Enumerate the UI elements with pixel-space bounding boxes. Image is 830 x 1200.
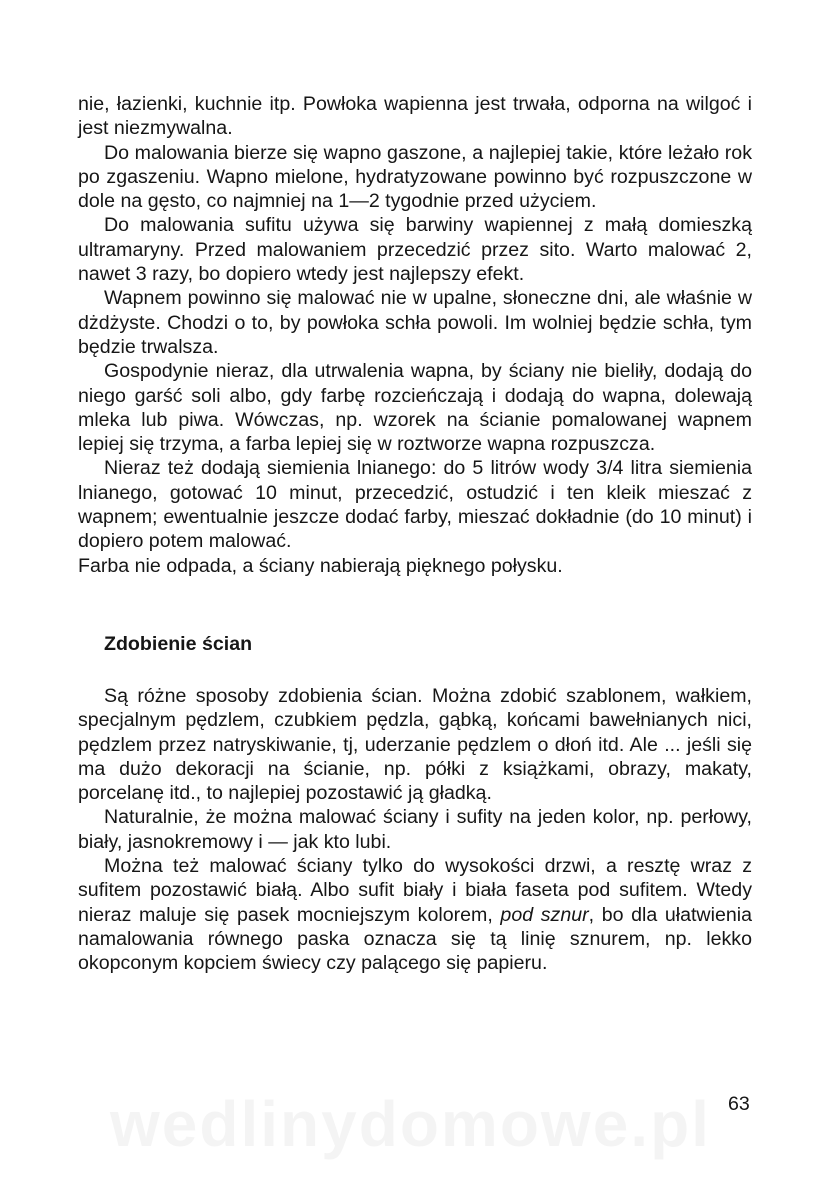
- paragraph-door-height-part-1: Można też malować ściany tylko do wysokości drzwi, a resztę wraz z sufitem pozostawić białą. Albo sufit biały i biała faseta pod sufitem. Wtedy nieraz maluje się pasek mocniejszym kolorem,: [78, 855, 752, 926]
- paragraph-ceiling: Do malowania sufitu używa się barwiny wapiennej z małą domieszką ultramaryny. Przed malowaniem przecedzić przez sito. Warto malować 2, nawet 3 razy, bo dopiero wtedy jest najlepszy efekt.: [78, 214, 752, 286]
- paragraph-linseed: Nieraz też dodają siemienia lnianego: do 5 litrów wody 3/4 litra siemienia lnianego, gotować 10 minut, przecedzić, ostudzić i ten kleik mieszać z wapnem; ewentualnie jeszcze dodać farby, mieszać dokładnie (do 10 minut) i dopiero potem malować.: [78, 457, 752, 553]
- paragraph-continuation: nie, łazienki, kuchnie itp. Powłoka wapienna jest trwała, odporna na wilgoć i jest niezmywalna.: [78, 93, 752, 140]
- paragraph-slaked-lime: Do malowania bierze się wapno gaszone, a najlepiej takie, które leżało rok po zgaszeniu. Wapno mielone, hydratyzowane powinno być rozpuszczone w dole na gęsto, co najmniej na 1—2 tygodnie przed użyciem.: [78, 141, 752, 213]
- paragraph-door-height: [78, 854, 752, 975]
- section-heading: Zdobienie ścian: [104, 632, 253, 655]
- paragraph-door-height-part-2: , bo dla ułatwienia namalowania równego paska oznacza się tą linię sznurem, np. lekko okopconym kopciem świecy czy palącego się papieru.: [78, 903, 752, 975]
- paragraph-housewives: Gospodynie nieraz, dla utrwalenia wapna, by ściany nie bieliły, dodają do niego garść soli albo, gdy farbę rozcieńczają i dodają do wapna, dolewają mleka lub piwa. Wówczas, np. wzorek na ścianie pomalowanej wapnem lepiej się trzyma, a farba lepiej się w roztworze wapna rozpuszcza.: [78, 360, 752, 456]
- paragraph-gloss: Farba nie odpada, a ściany nabierają pięknego połysku.: [78, 554, 563, 577]
- paragraph-single-color: Naturalnie, że można malować ściany i sufity na jeden kolor, np. perłowy, biały, jasnokremowy i — jak kto lubi.: [78, 806, 752, 853]
- paragraph-weather: Wapnem powinno się malować nie w upalne, słoneczne dni, ale właśnie w dżdżyste. Chodzi o to, by powłoka schła powoli. Im wolniej będzie schła, tym będzie trwalsza.: [78, 287, 752, 358]
- document-page: [78, 92, 752, 976]
- italic-term-pod-sznur: pod sznur: [500, 903, 589, 926]
- paragraph-decoration-methods: Są różne sposoby zdobienia ścian. Można zdobić szablonem, wałkiem, specjalnym pędzlem, czubkiem pędzla, gąbką, końcami bawełnianych nici, pędzlem przez natryskiwanie, tj, uderzanie pędzlem o dłoń itd. Ale ... jeśli się ma dużo dekoracji na ścianie, np. półki z książkami, obrazy, makaty, porcelanę itd., to najlepiej pozostawić ją gładką.: [78, 684, 752, 805]
- page-number: 63: [728, 1093, 750, 1115]
- watermark: [110, 1087, 711, 1161]
